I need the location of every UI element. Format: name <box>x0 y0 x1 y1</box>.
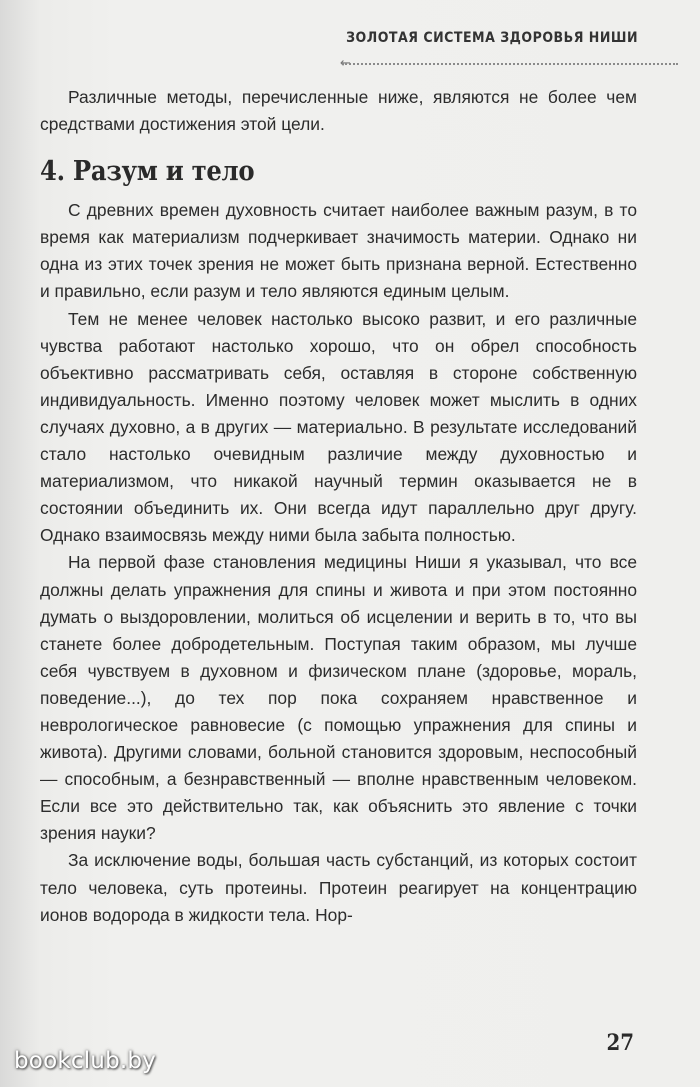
body-paragraph: За исключение воды, большая часть субстанций, из которых состоит тело человека, суть протеины. Протеин реагирует на концентрацию ионов водорода в жидкости тела. Нор- <box>40 850 637 925</box>
body-paragraph: С древних времен духовность считает наиболее важным разум, в то время как материализм подчеркивает значимость материи. Однако ни одна из этих точек зрения не может быть признана верной. Естественно и правильно, если разум и тело являются единым целым. <box>40 200 637 302</box>
page-number: 27 <box>606 1030 634 1056</box>
body-paragraph: Тем не менее человек настолько высоко развит, и его различные чувства работают настолько хорошо, что он обрел способность объективно рассматривать себя, оставляя в стороне собственную индивидуальность. Именно поэтому человек может мыслить в одних случаях духовно, а в других — материально. В результате исследований стало настолько очевидным различие между духовностью и материализмом, что никакой научный термин оказывается не в состоянии объединить их. Они всегда идут параллельно друг другу. Однако взаимосвязь между ними была забыта полностью. <box>40 308 637 546</box>
running-head-rule <box>342 63 678 65</box>
running-head: ЗОЛОТАЯ СИСТЕМА ЗДОРОВЬЯ НИШИ <box>346 30 638 46</box>
page-content <box>40 84 637 929</box>
watermark: bookclub.by <box>14 1048 156 1074</box>
rule-arrow-icon: ← <box>340 56 351 71</box>
body-paragraph: На первой фазе становления медицины Ниши я указывал, что все должны делать упражнения для спины и живота и при этом постоянно думать о выздоровлении, молиться об исцелении и верить в то, что вы станете более добродетельным. Поступая таким образом, мы лучше себя чувствуем в духовном и физическом плане (здоровье, мораль, поведение...), до тех пор пока сохраняем нравственное и неврологическое равновесие (с помощью упражнения для спины и живота). Другими словами, больной становится здоровым, неспособный — способным, а безнравственный — вполне нравственным человеком. Если все это действительно так, как объяснить это явление с точки зрения науки? <box>40 552 637 844</box>
section-heading: 4. Разум и тело <box>40 156 255 188</box>
intro-paragraph: Различные методы, перечисленные ниже, являются не более чем средствами достижения этой цели. <box>40 87 637 135</box>
